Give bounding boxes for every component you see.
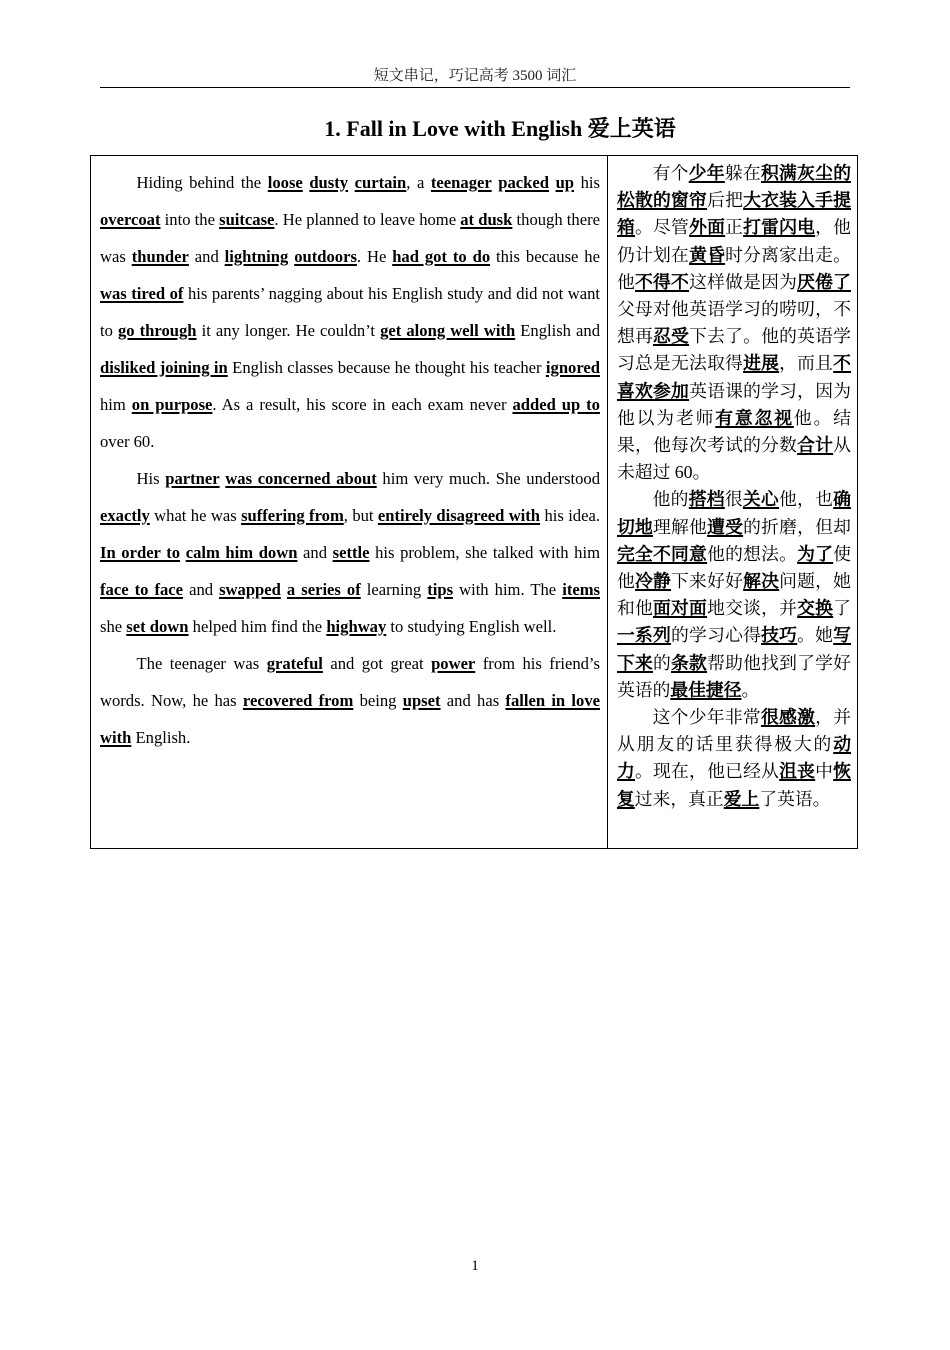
vocab-term: 技巧	[761, 625, 798, 646]
vocab-term: highway	[326, 617, 387, 636]
chinese-paragraph: 这个少年非常很感激，并从朋友的话里获得极大的动力。现在，他已经从沮丧中恢复过来，真正爱上了英语。	[617, 707, 851, 809]
vocab-term: at dusk	[460, 210, 513, 229]
vocab-term: recovered from	[242, 691, 354, 710]
vocab-term: items	[562, 580, 600, 599]
vocab-term: 一系列	[617, 625, 672, 646]
bilingual-table	[90, 155, 858, 849]
vocab-term: calm him down	[185, 543, 298, 562]
english-paragraph: The teenager was grateful and got great power from his friend’s words. Now, he has recovered from being upset and has fallen in love with English.	[100, 654, 601, 747]
vocab-term: suitcase	[219, 210, 275, 229]
vocab-term: 条款	[671, 652, 708, 673]
vocab-term: 不得不	[635, 271, 690, 292]
vocab-term: 确切地	[617, 489, 851, 537]
vocab-term: 有意忽视	[715, 407, 794, 428]
vocab-term: 最佳捷径	[670, 679, 742, 700]
vocab-term: 大衣装入手提箱	[617, 190, 851, 238]
vocab-term: suffering from	[241, 506, 344, 525]
vocab-term: 忍受	[653, 326, 690, 347]
vocab-term: 沮丧	[779, 761, 816, 782]
vocab-term: up	[555, 173, 575, 192]
vocab-term: face to face	[100, 580, 184, 599]
vocab-term: 交换	[797, 598, 834, 619]
vocab-term: outdoors	[294, 247, 357, 266]
vocab-term: 进展	[743, 353, 780, 374]
vocab-term: 打雷闪电	[743, 217, 816, 238]
vocab-term: curtain	[354, 173, 407, 192]
vocab-term: 恢复	[617, 761, 851, 809]
header-rule	[100, 87, 850, 88]
vocab-term: 动力	[617, 734, 851, 782]
vocab-term: 冷静	[635, 571, 672, 592]
english-paragraph: Hiding behind the loose dusty curtain, a teenager packed up his overcoat into the suitcase. He planned to leave home at dusk though there was thunder and lightning outdoors. He had got to do this because he was tired of his parents’ nagging about his English study and did not want to go through it any longer. He couldn’t get along well with English and disliked joining in English classes because he thought his teacher ignored him on purpose. As a result, his score in each exam never added up to over 60.	[100, 173, 601, 451]
chinese-paragraph: 有个少年躲在积满灰尘的松散的窗帘后把大衣装入手提箱。尽管外面正打雷闪电，他仍计划在黄昏时分离家出走。他不得不这样做是因为厌倦了父母对他英语学习的唠叨，不想再忍受下去了。他的英语学习总是无法取得进展，而且不喜欢参加英语课的学习，因为他以为老师有意忽视他。结果，他每次考试的分数合计从未超过 60。	[617, 163, 851, 483]
vocab-term: was concerned about	[225, 469, 377, 488]
vocab-term: 搭档	[688, 489, 725, 510]
vocab-term: 关心	[742, 489, 779, 510]
vocab-term: ignored	[545, 358, 600, 377]
vocab-term: get along well with	[380, 321, 516, 340]
vocab-term: 外面	[689, 217, 726, 238]
vocab-term: loose	[267, 173, 303, 192]
vocab-term: grateful	[266, 654, 323, 673]
vocab-term: had got to do	[392, 247, 491, 266]
vocab-term: 少年	[688, 163, 725, 183]
vocab-term: on purpose	[131, 395, 213, 414]
vocab-term: 合计	[797, 435, 834, 456]
vocab-term: was tired of	[100, 284, 184, 303]
vocab-term: entirely disagreed with	[377, 506, 541, 525]
chinese-column	[617, 160, 851, 813]
running-header: 短文串记，巧记高考 3500 词汇	[373, 68, 577, 84]
vocab-term: 解决	[743, 571, 780, 592]
english-paragraph: His partner was concerned about him very much. She understood exactly what he was suffering from, but entirely disagreed with his idea. In order to calm him down and settle his problem, she talked with him face to face and swapped a series of learning tips with him. The items she set down helped him find the highway to studying English well.	[100, 469, 601, 636]
vocab-term: In order to	[100, 543, 181, 562]
page-number: 1	[471, 1258, 479, 1274]
vocab-term: disliked joining in	[100, 358, 228, 377]
vocab-term: 厌倦了	[797, 271, 851, 292]
vocab-term: settle	[332, 543, 370, 562]
vocab-term: thunder	[131, 247, 189, 266]
vocab-term: fallen in love with	[100, 691, 601, 747]
vocab-term: added up to	[512, 395, 600, 414]
vocab-term: exactly	[100, 506, 150, 525]
vocab-term: 写下来	[617, 625, 851, 673]
vocab-term: 很感激	[760, 707, 816, 728]
vocab-term: 为了	[797, 543, 834, 564]
vocab-term: swapped	[219, 580, 281, 599]
vocab-term: 不喜欢参加	[617, 353, 851, 401]
chinese-paragraph: 他的搭档很关心他，也确切地理解他遭受的折磨，但却完全不同意他的想法。为了使他冷静下来好好解决问题，她和他面对面地交谈，并交换了一系列的学习心得技巧。她写下来的条款帮助他找到了学好英语的最佳捷径。	[617, 489, 851, 700]
vocab-term: partner	[165, 469, 220, 488]
vocab-term: lightning	[224, 247, 289, 266]
vocab-term: 爱上	[723, 788, 760, 809]
english-column	[100, 164, 600, 756]
vocab-term: upset	[402, 691, 441, 710]
vocab-term: power	[431, 654, 476, 673]
vocab-term: a series of	[286, 580, 361, 599]
page-title: 1. Fall in Love with English 爱上英语	[324, 116, 676, 141]
column-divider	[607, 156, 608, 848]
vocab-term: packed	[498, 173, 549, 192]
vocab-term: set down	[126, 617, 189, 636]
vocab-term: 面对面	[653, 598, 708, 619]
vocab-term: teenager	[430, 173, 492, 192]
vocab-term: dusty	[309, 173, 349, 192]
vocab-term: overcoat	[100, 210, 161, 229]
vocab-term: go through	[117, 321, 197, 340]
vocab-term: 黄昏	[689, 244, 726, 265]
vocab-term: 积满灰尘的松散的窗帘	[617, 163, 851, 211]
vocab-term: tips	[427, 580, 454, 599]
vocab-term: 完全不同意	[617, 543, 708, 564]
vocab-term: 遭受	[707, 516, 744, 537]
